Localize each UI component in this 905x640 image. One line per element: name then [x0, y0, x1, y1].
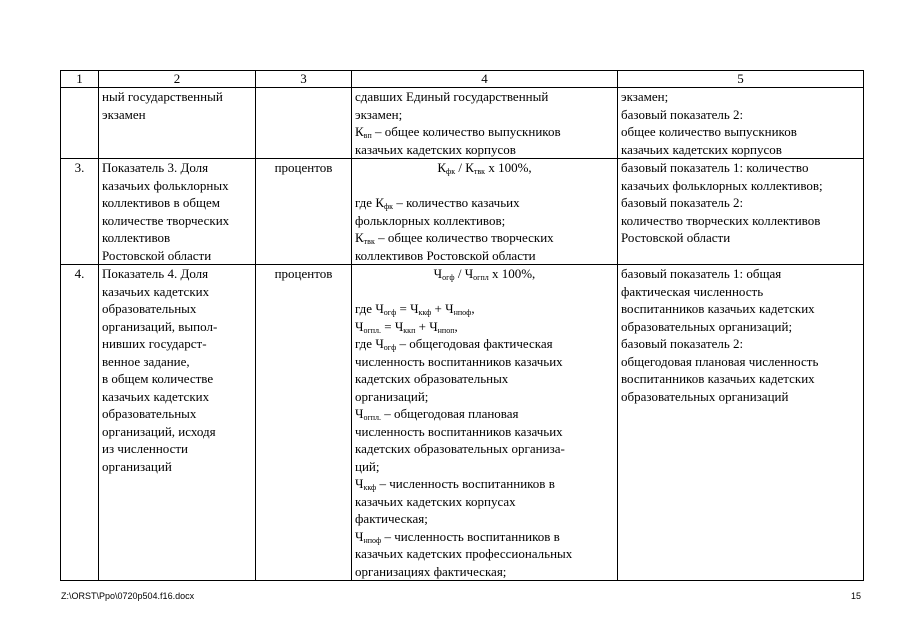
footer-file-path: Z:\ORST\Ppo\0720p504.f16.docx [61, 591, 195, 601]
cell-base-indicators: базовый показатель 1: общая фактическая численность воспитанников казачьих кадетских образовательных организаций; базовый показатель 2: общегодовая плановая численность воспитанников казачьих кадетских образовательных организаций [618, 265, 864, 581]
cell-base-indicators: базовый показатель 1: количество казачьих фольклорных коллективов; базовый показатель 2: количество творческих коллективов Ростовской области [618, 159, 864, 265]
table-header-row [61, 71, 864, 88]
cell-indicator-name: Показатель 4. Доля казачьих кадетских образовательных организаций, выпол- нивших государст- венное задание, в общем количестве казачьих кадетских образовательных организаций, исходя из численности организаций [99, 265, 256, 581]
cell-number [61, 88, 99, 159]
cell-base-indicators: экзамен; базовый показатель 2: общее количество выпускников казачьих кадетских корпусов [618, 88, 864, 159]
column-header-5: 5 [618, 71, 864, 88]
footer-page-number: 15 [850, 591, 861, 601]
cell-unit: процентов [256, 265, 352, 581]
cell-indicator-name: Показатель 3. Доля казачьих фольклорных коллективов в общем количестве творческих коллективов Ростовской области [99, 159, 256, 265]
column-header-4: 4 [352, 71, 618, 88]
formula: $Ч_{огф} / Ч_{огпл}$ х 100%, [433, 266, 536, 282]
table-row-continuation [61, 88, 864, 159]
formula: $К_{фк} / К_{твк}$ х 100%, [437, 160, 532, 176]
table-row-indicator-3 [61, 159, 864, 265]
cell-number: 4. [61, 265, 99, 581]
cell-number: 3. [61, 159, 99, 265]
cell-unit [256, 88, 352, 159]
cell-formula: $Ч_{огф} / Ч_{огпл}$ х 100%, где $Ч_{огф} = Ч_{ккф} + Ч_{нпоф}$, $Ч_{огпл.} = Ч_{ккп} + Ч_{нпоп}$, где $Ч_{огф}$ – общегодовая фактическая численность воспитанников казачьих кадетских образовательных организаций; $Ч_{огпл.}$ – общегодовая плановая численность воспитанников казачьих кадетских образовательных организа- ций; $Ч_{ккф}$ – численность воспитанников в казачьих кадетских корпусах фактическая; $Ч_{нпоф}$ – численность воспитанников в казачьих кадетских профессиональных организациях фактическая; [352, 265, 618, 581]
cell-formula: сдавших Единый государственный экзамен; $К_{вп}$ – общее количество выпускников казачьих кадетских корпусов [352, 88, 618, 159]
indicators-table [60, 70, 864, 581]
column-header-1: 1 [61, 71, 99, 88]
cell-formula: $К_{фк} / К_{твк}$ х 100%, где $К_{фк}$ – количество казачьих фольклорных коллективов; $К_{твк}$ – общее количество творческих коллективов Ростовской области [352, 159, 618, 265]
cell-unit: процентов [256, 159, 352, 265]
table-row-indicator-4 [61, 265, 864, 581]
column-header-2: 2 [99, 71, 256, 88]
column-header-3: 3 [256, 71, 352, 88]
cell-indicator-name: ный государственный экзамен [99, 88, 256, 159]
